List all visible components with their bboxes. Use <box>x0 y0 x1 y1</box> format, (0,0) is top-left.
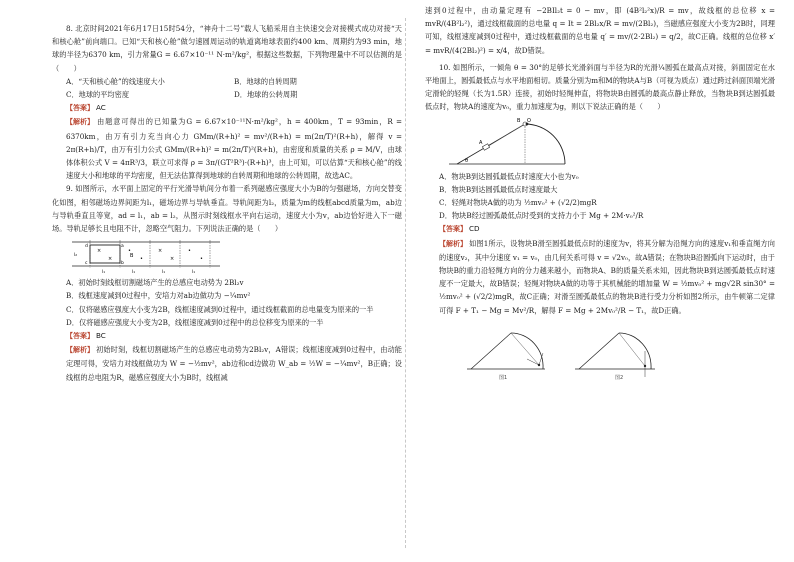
figure-2 <box>575 333 655 381</box>
analysis-tag: 【解析】 <box>439 239 467 248</box>
right-column <box>425 0 775 381</box>
label-l1: l₁ <box>192 270 196 276</box>
q10-option-a: A．物块B到达圆弧最低点时速度大小也为v₀ <box>439 171 579 181</box>
q9-analysis <box>52 343 402 384</box>
q10-option-d: D．物块B经过圆弧最低点时受到的支持力小于 Mg + 2M·v₀²/R <box>439 211 644 221</box>
label-theta: θ <box>465 157 469 164</box>
q8-option-c: C．地球的平均密度 <box>66 90 130 100</box>
label-l2: l₂ <box>74 253 78 259</box>
q10-analysis <box>425 237 775 317</box>
field-mark: • <box>140 256 143 263</box>
q9-analysis-continued: 速到0过程中，由动量定理有 −2BIl₂t = 0 − mv，即 (4B²l₂²x)/R = mv，故线框的总位移 x = mvR/(4B²l₂²)，通过线框截面的总电量 q = It = 2Bl₂x/R = mv/(2Bl₂)，当磁感应强度大小变为2B时，同理可知，线框速度减到0过程中，通过线框截面的总电量 q′ = mv/(2·2Bl₂) = q/2，故C正确。线框的总位移 x′ = mvR/(4(2Bl₂)²) = x/4，故D错误。 <box>425 6 775 55</box>
q10-analysis-text: 如图1所示，设物块B滑至圆弧最低点时的速度为v，将其分解为沿绳方向的速度v₁和垂直绳方向的速度v₂，其中分速度 v₁ = v₀，由几何关系可得 v = √2v₀，故A错误；在物块B沿圆弧向下运动时，由于物块B的重力沿轻绳方向的分力越来越小，而物块A、B的质量关系未知，因此物块B到达圆弧最低点时速度不一定最大，故B错误；轻绳对物块A做的功等于其机械能的增加量 W = ½mv₀² + mg√2R sin30° = ½mv₀² + (√2/2)mgR，故C正确；对滑至圆弧最低点的物块B进行受力分析如图2所示，由牛顿第二定律可得 F + T₁ − Mg = Mv²/R，解得 F = Mg + 2Mv₀²/R − T₁，故D正确。 <box>439 238 775 315</box>
block-a <box>482 143 489 149</box>
q8-answer: AC <box>96 103 106 113</box>
q9-answer-line <box>52 329 402 343</box>
field-mark: × <box>158 248 163 255</box>
figure-1 <box>467 333 545 381</box>
label-a: a <box>121 244 124 250</box>
field-mark: • <box>188 248 191 255</box>
q10-figure <box>447 114 567 170</box>
label-B: B <box>130 253 134 260</box>
label-l1: l₁ <box>102 270 106 276</box>
fig2-caption: 图2 <box>615 374 624 381</box>
label-A: A <box>479 139 483 146</box>
label-O: O <box>527 117 531 124</box>
q8-answer-line <box>52 101 402 115</box>
label-l1: l₁ <box>162 270 166 276</box>
label-c: c <box>85 261 88 267</box>
q8-options <box>52 75 402 101</box>
coil-frame <box>90 245 120 263</box>
q8-option-d: D．地球的公转周期 <box>234 90 298 100</box>
label-B: B <box>517 117 521 124</box>
q10-option-c: C．轻绳对物块A做的功为 ½mv₀² + (√2/2)mgR <box>439 198 597 208</box>
q10-option-b: B．物块B到达圆弧最低点时速度最大 <box>439 184 558 194</box>
quarter-arc <box>525 124 565 164</box>
fig1-caption: 图1 <box>499 374 508 381</box>
q9-option-c: C．仅将磁感应强度大小变为2B，线框速度减到0过程中，通过线框截面的总电量变为原来的一半 <box>66 304 374 314</box>
q10-analysis-figures <box>465 319 665 381</box>
answer-tag: 【答案】 <box>66 104 94 113</box>
field-mark: • <box>128 248 131 255</box>
column-divider <box>405 18 407 548</box>
q8-option-b: B．地球的自转周期 <box>234 76 297 86</box>
field-mark: × <box>97 248 102 255</box>
q9-option-b: B．线框速度减到0过程中，安培力对ab边做功为 −¼mv² <box>66 291 251 301</box>
field-mark: × <box>170 256 175 263</box>
q8-option-a: A．“天和核心舱”的线速度大小 <box>66 76 165 86</box>
q9-figure <box>70 236 230 276</box>
q9-answer: BC <box>96 331 106 341</box>
rope <box>487 124 525 147</box>
q10-answer: CD <box>469 224 480 234</box>
answer-tag: 【答案】 <box>66 332 94 341</box>
q10-answer-line <box>425 222 775 236</box>
q10-stem: 10. 如图所示，一倾角 θ = 30°的足够长光滑斜面与半径为R的光滑¼圆弧在最高点对接，斜面固定在水平地面上，圆弧最低点与水平地面相切。质量分别为m和M的物块A与B（可视为质点）通过跨过斜面顶端光滑定滑轮的轻绳（长为1.5R）连接，初始时轻绳伸直，将物块B由圆弧的最高点静止释放，当物块B到达圆弧最低点时，物块A的速度为v₀，重力加速度为g，则以下说法正确的是（ ） <box>425 62 775 112</box>
q9-stem: 9. 如图所示，水平面上固定的平行光滑导轨间分布着一系列磁感应强度大小为B的匀强磁场，方向交替变化如图，相邻磁场边界间距为l₁，磁场边界与导轨垂直。导轨间距为l₂，质量为m的线框abcd质量为m，ab边与导轨垂直且等宽，ad = l₁，ab = l₂，从图示时刻线框水平向右运动，速度大小为v，ab边恰好进入下一磁场。导轨足够长且电阻不计，忽略空气阻力。下列说法正确的是（ ） <box>52 184 402 234</box>
analysis-tag: 【解析】 <box>66 118 94 127</box>
label-d: d <box>85 244 88 250</box>
q10-options <box>425 170 775 223</box>
field-mark: • <box>200 256 203 263</box>
label-l1: l₁ <box>132 270 136 276</box>
q8-analysis-text: 由题意可得出的已知量为G = 6.67×10⁻¹¹N·m²/kg²，h = 400km，T = 93min，R = 6370km，由万有引力充当向心力 GMm/(R+h)² = mv²/(R+h) = m(2π/T)²(R+h)，解得 v = 2π(R+h)/T，由万有引力公式 GMm/(R+h)² = m(2π/T)²(R+h)，由密度和质量的关系 ρ = M/V，由球体体积公式 V = 4πR³/3，联立可求得 ρ = 3π/(GT²R³)·(R+h)³，由上可知，可以估算“天和核心舱”的线速度大小和地球的平均密度，但无法估算得到地球的自转周期和地球的公转周期，故选AC。 <box>66 117 402 181</box>
q9-analysis-text: 初始时刻，线框切割磁场产生的总感应电动势为2Bl₂v，A错误；线框速度减到0过程中，由动能定理可得，安培力对线框做功为 W = −½mv²，ab边和cd边做功 W_ab = ½W = −¼mv²，B正确；设线框的总电阻为R，磁感应强度大小为B时，线框减 <box>66 345 402 382</box>
field-mark: × <box>108 256 113 263</box>
q8-analysis <box>52 115 402 182</box>
q9-options <box>52 276 402 329</box>
answer-tag: 【答案】 <box>439 225 467 234</box>
q9-option-d: D．仅将磁感应强度大小变为2B，线框速度减到0过程中的总位移变为原来的一半 <box>66 317 324 327</box>
label-b: b <box>121 261 124 267</box>
left-column <box>52 0 402 384</box>
q8-stem: 8. 北京时间2021年6月17日15时54分，“神舟十二号”载人飞船采用自主快速交会对接模式成功对接“天和核心舱”前向端口。已知“天和核心舱”做匀速圆周运动的轨道离地球表面约400 km、周期约为93 min，地球的半径为6370 km，引力常量G = 6.67×10⁻¹¹ N·m²/kg²，根据这些数据，下列物理量中不可以估测的是（ ） <box>52 24 402 73</box>
analysis-tag: 【解析】 <box>66 346 94 355</box>
q9-option-a: A．初始时刻线框切割磁场产生的总感应电动势为 2Bl₂v <box>66 278 244 288</box>
